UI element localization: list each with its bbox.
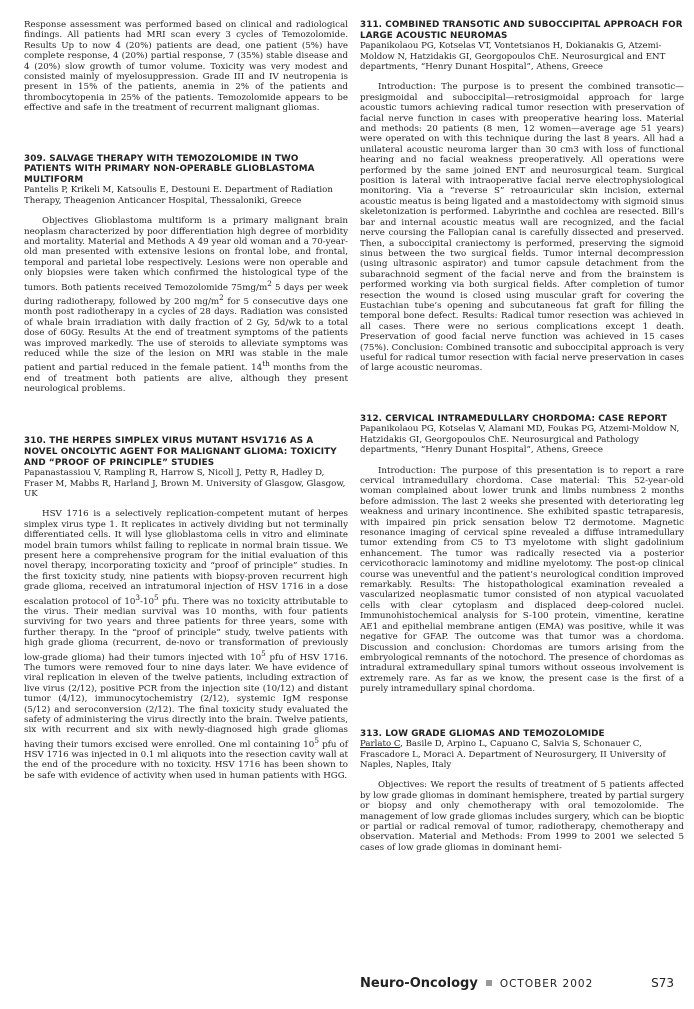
abstract-311-authors: Papanikolaou PG, Kotselas VT, Vontetsianos H, Dokianakis G, Atzemi-Moldow N, Hatzidakis GI, Georgopoulos ChE. Neurosurgical and ENT departments, “Henry Dunant Hospital”, Athens, Greece — [360, 41, 666, 72]
abstract-313 — [360, 729, 684, 854]
left-column — [24, 20, 348, 781]
abstract-312-title: 312. CERVICAL INTRAMEDULLARY CHORDOMA: CASE REPORT — [360, 413, 668, 424]
continuation-text: Response assessment was performed based on clinical and radiological findings. All patients had MRI scan every 3 cycles of Temozolomide. Results Up to now 4 (20%) patients are dead, one patient (5%) have complete response, 4 (20%) partial response, 7 (35%) stable disease and 4 (20%) slow growth of tumor volume. Toxicity was very modest and consisted mainly of myelosuppression. Grade III and IV neutropenia is present in 15% of the patients, anemia in 2% of the patients and thrombocytopenia in 25% of the patients. Temozolomide appears to be effective and safe in the treatment of recurrent malignant gliomas. — [24, 20, 348, 114]
abstract-310-body: HSV 1716 is a selectively replication-competent mutant of herpes simplex virus type 1. It replicates in actively dividing but not terminally differentiated cells. It will lyse glioblastoma cells in vitro and eliminate model brain tumors whilst failing to replicate in normal brain tissue. We present here a comprehensive program for the initial evaluation of this novel therapy, incorporating toxicity and “proof of principle” studies. In the first toxicity study, nine patients with biopsy-proven recurrent high grade glioma, received an intratumoral injection of HSV 1716 in a dose escalation protocol of $10^3-10^5$ pfu. There was no toxicity attributable to the virus. Their median survival was 10 months, with four patients surviving for two years and three patients for three years, some with further therapy. In the “proof of principle” study, twelve patients with high grade glioma (recurrent, de-novo or transformation of previously low-grade glioma) had their tumors injected with $10^5$ pfu of HSV 1716. The tumors were removed four to nine days later. We have evidence of viral replication in eleven of the twelve patients, including extraction of live virus (2/12), positive PCR from the injection site (10/12) and distant tumor (4/12), immunocytochemistry (2/12), systemic IgM response (5/12) and seroconversion (2/12). The final toxicity study evaluated the safety of administering the virus directly into the brain. Twelve patients, six with recurrent and six with newly-diagnosed high grade gliomas having their tumors excised were enrolled. One ml containing $10^5$ pfu of HSV 1716 was injected in 0.1 ml aliquots into the resection cavity wall at the end of the procedure with no toxicity. HSV 1716 has been shown to be safe with evidence of activity when used in human patients with HGG. — [24, 509, 348, 781]
abstract-313-body: Objectives: We report the results of treatment of 5 patients affected by low grade gliomas in dominant hemisphere, treated by partial surgery or biopsy and only chemotherapy with oral temozolomide. The management of low grade gliomas includes surgery, which can be bioptic or partial or radical removal of tumor, radiotherapy, chemotherapy and observation. Material and Methods: From 1999 to 2001 we selected 5 cases of low grade gliomas in dominant hemi- — [360, 780, 684, 853]
separator-square-icon — [486, 980, 492, 986]
abstract-311 — [360, 20, 684, 374]
abstract-309-body: Objectives Glioblastoma multiform is a primary malignant brain neoplasm characterized by poor differentiation high degree of morbidity and mortality. Material and Methods A 49 year old woman and a 70-year-old man presented with extensive lesions on frontal lobe, and frontal, temporal and parietal lobe respectively. Lesions were non operable and only biopsies were taken which confirmed the histological type of the tumors. Both patients received Temozolomide $75mg/m^2$ 5 days per week during radiotherapy, followed by 200 $mg/m^2$ for 5 consecutive days one month post radiotherapy in a cycles of 28 days. Radiation was consisted of whale brain irradiation with daily fraction of 2 Gy, 5d/wk to a total dose of 60Gy. Results At the end of treatment symptoms of the patients was improved markedly. The use of steroids to alleviate symptoms was reduced while the size of the lesion on MRI was stable in the male patient and partial reduced in the female patient. 14th months from the end of treatment both patients are alive, although they present neurological problems. — [24, 216, 348, 395]
presenting-author: Parlato C — [360, 739, 401, 750]
abstract-312 — [360, 414, 684, 695]
abstract-311-title: 311. COMBINED TRANSOTIC AND SUBOCCIPITAL APPROACH FOR LARGE ACOUSTIC NEUROMAS — [360, 20, 683, 41]
abstract-309-authors: Pantelis P, Krikeli M, Katsoulis E, Destouni E. Department of Radiation Therapy, Theagenion Anticancer Hospital, Thessaloniki, Greece — [24, 185, 333, 206]
abstract-310 — [24, 436, 348, 781]
right-column — [360, 20, 684, 853]
abstract-311-body: Introduction: The purpose is to present the combined transotic—presigmoidal and suboccipital—retrosigmoidal approach for large acoustic tumors achieving radical tumor resection with preservation of facial nerve function in cases with preoperative hearing loss. Material and methods: 20 patients (8 men, 12 women—average age 51 years) were operated on with this technique during the last 8 years. All had a unilateral acoustic neuroma larger than 30 cm3 with loss of functional hearing and no facial weakness preoperatively. All operations were performed by the same joined ENT and neurosurgical team. Surgical position is lateral with intraoperative facial nerve electrophysiological monitoring. Via a “reverse S” retroauricular skin incision, external acoustic meatus is being ligated and a mastoidectomy with sigmoid sinus skeletonization is performed. Labyrinthe and cochlea are resected. Bill’s bar and internal acoustic meatus wall are recognized, and the facial nerve coursing the Fallopian canal is carefully dissected and preserved. Then, a suboccipital craniectomy is performed, preserving the sigmoid sinus between the two surgical fields. Tumor internal decompression (using ultrasonic aspirator) and tumor capsule detachment from the subarachnoid segment of the facial nerve and from the brainstem is performed working via both surgical fields. After completion of tumor resection the wound is closed using muscular graft for covering the Eustachian tube’s opening and subcutaneous fat graft for filling the temporal bone defect. Results: Radical tumor resection was achieved in all cases. There were no serious complications except 1 death. Preservation of good facial nerve function was achieved in 15 cases (75%). Conclusion: Combined transotic and suboccipital approach is very useful for radical tumor resection with facial nerve preservation in cases of large acoustic neuromas. — [360, 82, 684, 374]
abstract-310-title: 310. THE HERPES SIMPLEX VIRUS MUTANT HSV1716 AS A NOVEL ONCOLYTIC AGENT FOR MALIGNANT GLIOMA: TOXICITY AND “PROOF OF PRINCIPLE” STUDIES — [24, 436, 337, 468]
abstract-310-authors: Papanastassiou V, Rampling R, Harrow S, Nicoll J, Petty R, Hadley D, Fraser M, Mabbs R, Harland J, Brown M. University of Glasgow, Glasgow, UK — [24, 468, 346, 500]
abstract-309 — [24, 154, 348, 395]
abstract-313-title: 313. LOW GRADE GLIOMAS AND TEMOZOLOMIDE — [360, 728, 605, 739]
abstract-309-title: 309. SALVAGE THERAPY WITH TEMOZOLOMIDE IN TWO PATIENTS WITH PRIMARY NON-OPERABLE GLIOBLASTOMA MULTIFORM — [24, 153, 315, 185]
abstract-313-authors: Parlato C, Basile D, Arpino L, Capuano C, Salvia S, Schonauer C, Frascadore L, Moraci A. Department of Neurosurgery, II University of Naples, Naples, Italy — [360, 739, 666, 770]
page-footer — [360, 976, 674, 991]
issue-date: OCTOBER 2002 — [499, 978, 594, 990]
page-number: S73 — [651, 976, 674, 990]
journal-name: Neuro-Oncology — [360, 976, 478, 991]
abstract-312-authors: Papanikolaou PG, Kotselas V, Alamani MD, Foukas PG, Atzemi-Moldow N, Hatzidakis GI, Georgopoulos ChE. Neurosurgical and Pathology departments, “Henry Dunant Hospital”, Athens, Greece — [360, 424, 680, 456]
abstract-312-body: Introduction: The purpose of this presentation is to report a rare cervical intramedullary chordoma. Case material: This 52-year-old woman complained about lower trunk and limbs numbness 2 months before admission. The last 2 weeks she presented with deteriorating leg weakness and urinary incontinence. She exhibited spastic tetraparesis, with impaired pin prick sensation below T2 dermotome. Magnetic resonance imaging of cervical spine revealed a diffuse intramedullary tumor extending from C5 to T3 myelotome with slight gadolinium enhancement. The tumor was radically resected via a posterior cervicothoracic laminotomy and midline myelotomy. The post-op clinical course was uneventful and the patient’s neurological condition improved remarkably. Results: The histopathological examination revealed a vascularized neoplasmatic tumor consisted of non atypical vacuolated cells with clear cytoplasm and displaced deep-colored nuclei. Immunohistochemical analysis for S-100 protein, vimentine, keratine AE1 and epithelial membrane antigen (EMA) was positive, while it was negative for GFAP. The outcome was that tumor was a chordoma. Discussion and conclusion: Chordomas are tumors arising from the embryological remnants of the notochord. The presence of chordomas as intradural extramedullary spinal tumors without osseous involvement is extremely rare. As far as we know, the present case is the first of a purely intramedullary spinal chordoma. — [360, 465, 684, 695]
